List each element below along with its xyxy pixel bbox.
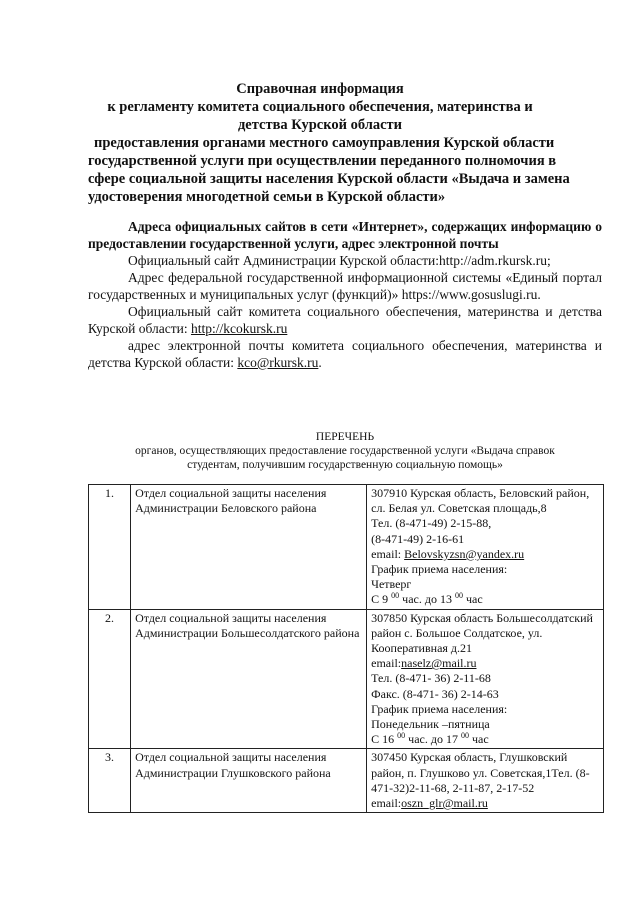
schedule-days: Четверг [371, 577, 412, 592]
list-title: ПЕРЕЧЕНЬ [315, 431, 375, 443]
org-phone: Тел. (8-471- 36) 2-11-68 [371, 671, 491, 686]
admin-site-line: Официальный сайт Администрации Курской области:http://adm.rkursk.ru; [128, 253, 551, 268]
org-contacts [367, 485, 604, 610]
org-email-line [371, 796, 599, 811]
document-title-line: детства Курской области [237, 117, 403, 133]
org-contacts [367, 749, 604, 813]
row-number: 3. [89, 749, 131, 813]
committee-email-link[interactable]: kco@rkursk.ru [237, 355, 319, 370]
org-address: 307850 Курская область Большесолдатский район с. Большое Солдатское, ул. Кооперативная д.21 [371, 610, 593, 656]
schedule-days: Понедельник –пятница [371, 717, 490, 732]
committee-site-text: Официальный сайт комитета социального обеспечения, материнства и детства Курской области: [88, 304, 602, 336]
subtitle-line: государственной услуги при осуществлении переданного полномочия в [88, 153, 557, 169]
org-email-line [371, 547, 599, 562]
schedule-time [371, 592, 599, 607]
table-row [89, 749, 604, 813]
schedule-label: График приема населения: [371, 562, 508, 577]
org-email-line [371, 656, 599, 671]
organizations-table [88, 484, 604, 813]
time-from-minutes: 00 [391, 591, 400, 601]
committee-email-text: адрес электронной почты комитета социального обеспечения, материнства и детства Курской области: [88, 338, 602, 370]
org-contacts [367, 609, 604, 749]
committee-site-link[interactable]: http://kcokursk.ru [190, 321, 288, 336]
org-email-link[interactable]: Belovskyzsn@yandex.ru [404, 546, 525, 561]
portal-line: Адрес федеральной государственной информационной системы «Единый портал государственных и муниципальных услуг (функций)» https://www.gosuslugi.ru. [88, 270, 602, 302]
list-subtitle-line: студентам, получившим государственную социальную помощь» [187, 459, 503, 471]
org-name: Отдел социальной защиты населения Администрации Глушковского района [131, 749, 367, 813]
document-subtitle [88, 134, 598, 206]
table-row [89, 485, 604, 610]
time-from: С 9 [371, 592, 392, 607]
list-subtitle-line: органов, осуществляющих предоставление государственной услуги «Выдача справок [135, 445, 555, 457]
org-phone: Тел. (8-471-49) 2-15-88, [371, 516, 492, 531]
time-from-minutes: 00 [397, 731, 406, 741]
committee-site-line [88, 303, 602, 337]
committee-email-line [88, 337, 602, 371]
time-unit: час [468, 732, 489, 747]
org-fax: Факс. (8-471- 36) 2-14-63 [371, 686, 499, 701]
subtitle-line: сфере социальной защиты населения Курской области «Выдача и замена [88, 171, 570, 187]
time-to-minutes: 00 [460, 731, 469, 741]
schedule-time [371, 732, 599, 747]
email-label: email: [371, 546, 405, 561]
row-number: 2. [89, 609, 131, 749]
org-email-link[interactable]: oszn_glr@mail.ru [401, 796, 488, 811]
email-label: email: [371, 796, 402, 811]
org-address: 307450 Курская область, Глушковский район, п. Глушково ул. Советская,1Тел. (8-471-32)2-11-68, 2-11-87, 2-17-52 [371, 750, 590, 795]
time-to: час. до 13 [399, 592, 455, 607]
subtitle-line: удостоверения многодетной семьи в Курской области» [88, 189, 446, 205]
schedule-label: График приема населения: [371, 701, 508, 716]
sites-heading: Адреса официальных сайтов в сети «Интернет», содержащих информацию о предоставлении государственной услуги, адрес электронной почты [88, 219, 602, 251]
document-title: Справочная информация [236, 81, 404, 97]
time-from: С 16 [371, 732, 398, 747]
time-to-minutes: 00 [454, 591, 463, 601]
row-number: 1. [89, 485, 131, 610]
time-to: час. до 17 [405, 732, 461, 747]
document-title-line: к регламенту комитета социального обеспечения, материнства и [107, 99, 533, 115]
org-name: Отдел социальной защиты населения Администрации Большесолдатского района [131, 609, 367, 749]
org-email-link[interactable]: naselz@mail.ru [401, 656, 477, 671]
subtitle-line: предоставления органами местного самоуправления Курской области [94, 135, 555, 151]
time-unit: час [462, 592, 483, 607]
email-label: email: [371, 656, 402, 671]
table-row [89, 609, 604, 749]
org-address: 307910 Курская область, Беловский район, сл. Белая ул. Советская площадь,8 [371, 486, 590, 516]
sites-section [88, 218, 602, 371]
list-heading [88, 430, 602, 472]
committee-email-end: . [318, 355, 322, 370]
org-phone: (8-471-49) 2-16-61 [371, 531, 465, 546]
org-name: Отдел социальной защиты населения Администрации Беловского района [131, 485, 367, 610]
